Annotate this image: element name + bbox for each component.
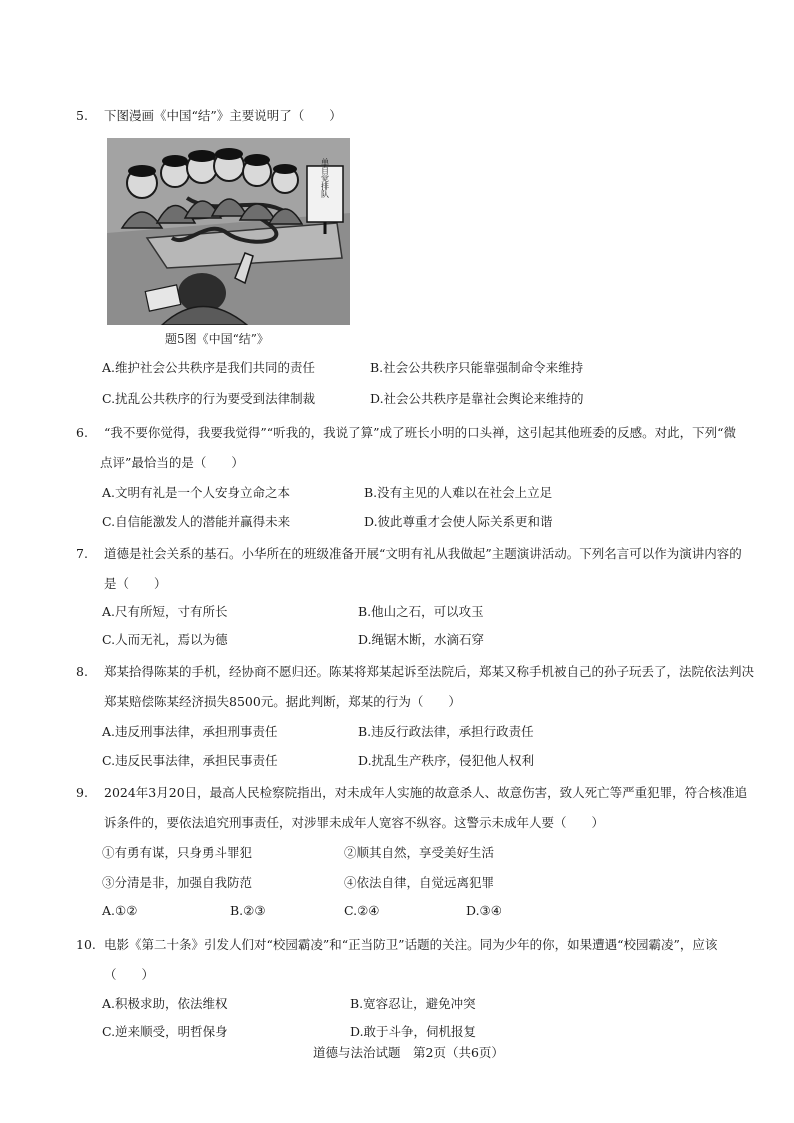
option-a[interactable]: A.违反刑事法律，承担刑事责任 bbox=[102, 724, 278, 739]
option-d[interactable]: D.绳锯木断，水滴石穿 bbox=[358, 632, 485, 647]
question-5 bbox=[76, 101, 756, 131]
figure-caption: 题5图《中国“结”》 bbox=[165, 332, 269, 346]
option-c[interactable]: C.自信能激发人的潜能并赢得未来 bbox=[102, 514, 291, 529]
option-d[interactable]: D.扰乱生产秩序，侵犯他人权利 bbox=[358, 753, 535, 768]
option-c[interactable]: C.逆来顺受，明哲保身 bbox=[102, 1024, 228, 1039]
option-b[interactable]: B.没有主见的人难以在社会上立足 bbox=[364, 485, 553, 500]
question-number: 10. bbox=[76, 937, 96, 952]
question-stem: 2024年3月20日，最高人民检察院指出，对未成年人实施的故意杀人、故意伤害，致人死亡等严重犯罪，符合核准追 诉条件的，要依法追究刑事责任，对涉罪未成年人宽容不纵容。这警示未成年人要（ ） bbox=[104, 785, 748, 830]
question-10 bbox=[76, 930, 756, 990]
question-number: 9. bbox=[76, 785, 88, 800]
question-stem: 电影《第二十条》引发人们对“校园霸凌”和“正当防卫”话题的关注。同为少年的你，如果遭遇“校园霸凌”，应该 （ ） bbox=[104, 937, 718, 982]
question-stem: 郑某拾得陈某的手机，经协商不愿归还。陈某将郑某起诉至法院后，郑某又称手机被自己的孙子玩丢了，法院依法判决 郑某赔偿陈某经济损失8500元。据此判断，郑某的行为（ ） bbox=[104, 664, 755, 709]
question-7 bbox=[76, 539, 756, 599]
option-b[interactable]: B.违反行政法律，承担行政责任 bbox=[358, 724, 534, 739]
question-number: 7. bbox=[76, 546, 88, 561]
statement-2: ②顺其自然，享受美好生活 bbox=[344, 845, 495, 860]
question-number: 5. bbox=[76, 108, 88, 123]
question-stem: 道德是社会关系的基石。小华所在的班级准备开展“文明有礼从我做起”主题演讲活动。下列名言可以作为演讲内容的 是（ ） bbox=[104, 546, 742, 591]
option-a[interactable]: A.尺有所短，寸有所长 bbox=[102, 604, 228, 619]
option-d[interactable]: D.彼此尊重才会使人际关系更和谐 bbox=[364, 514, 553, 529]
option-d[interactable]: D.③④ bbox=[466, 903, 502, 918]
cartoon-figure bbox=[107, 138, 350, 325]
option-d[interactable]: D.社会公共秩序是靠社会舆论来维持的 bbox=[370, 391, 584, 406]
question-6 bbox=[76, 418, 756, 478]
statement-1: ①有勇有谋，只身勇斗罪犯 bbox=[102, 845, 253, 860]
option-a[interactable]: A.维护社会公共秩序是我们共同的责任 bbox=[102, 360, 316, 375]
statement-4: ④依法自律，自觉远离犯罪 bbox=[344, 875, 495, 890]
page-footer: 道德与法治试题 第2页（共6页） bbox=[313, 1045, 504, 1060]
statement-3: ③分清是非，加强自我防范 bbox=[102, 875, 253, 890]
option-a[interactable]: A.文明有礼是一个人安身立命之本 bbox=[102, 485, 291, 500]
question-stem: “我不要你觉得，我要我觉得”“听我的，我说了算”成了班长小明的口头禅，这引起其他班委的反感。对此，下列“微 点评”最恰当的是（ ） bbox=[100, 425, 736, 470]
question-number: 8. bbox=[76, 664, 88, 679]
option-d[interactable]: D.敢于斗争，伺机报复 bbox=[350, 1024, 477, 1039]
question-9 bbox=[76, 778, 756, 838]
option-c[interactable]: C.②④ bbox=[344, 903, 380, 918]
option-b[interactable]: B.社会公共秩序只能靠强制命令来维持 bbox=[370, 360, 584, 375]
option-a[interactable]: A.①② bbox=[102, 903, 138, 918]
option-c[interactable]: C.违反民事法律，承担民事责任 bbox=[102, 753, 278, 768]
sign-text: 单自觉排队 bbox=[320, 158, 330, 198]
question-8 bbox=[76, 657, 756, 717]
option-b[interactable]: B.他山之石，可以攻玉 bbox=[358, 604, 484, 619]
option-a[interactable]: A.积极求助，依法维权 bbox=[102, 996, 228, 1011]
question-stem: 下图漫画《中国“结”》主要说明了（ ） bbox=[104, 108, 342, 123]
option-b[interactable]: B.宽容忍让，避免冲突 bbox=[350, 996, 476, 1011]
option-c[interactable]: C.扰乱公共秩序的行为要受到法律制裁 bbox=[102, 391, 316, 406]
option-b[interactable]: B.②③ bbox=[230, 903, 266, 918]
question-number: 6. bbox=[76, 425, 88, 440]
cartoon-illustration bbox=[107, 138, 350, 325]
option-c[interactable]: C.人而无礼，焉以为德 bbox=[102, 632, 228, 647]
